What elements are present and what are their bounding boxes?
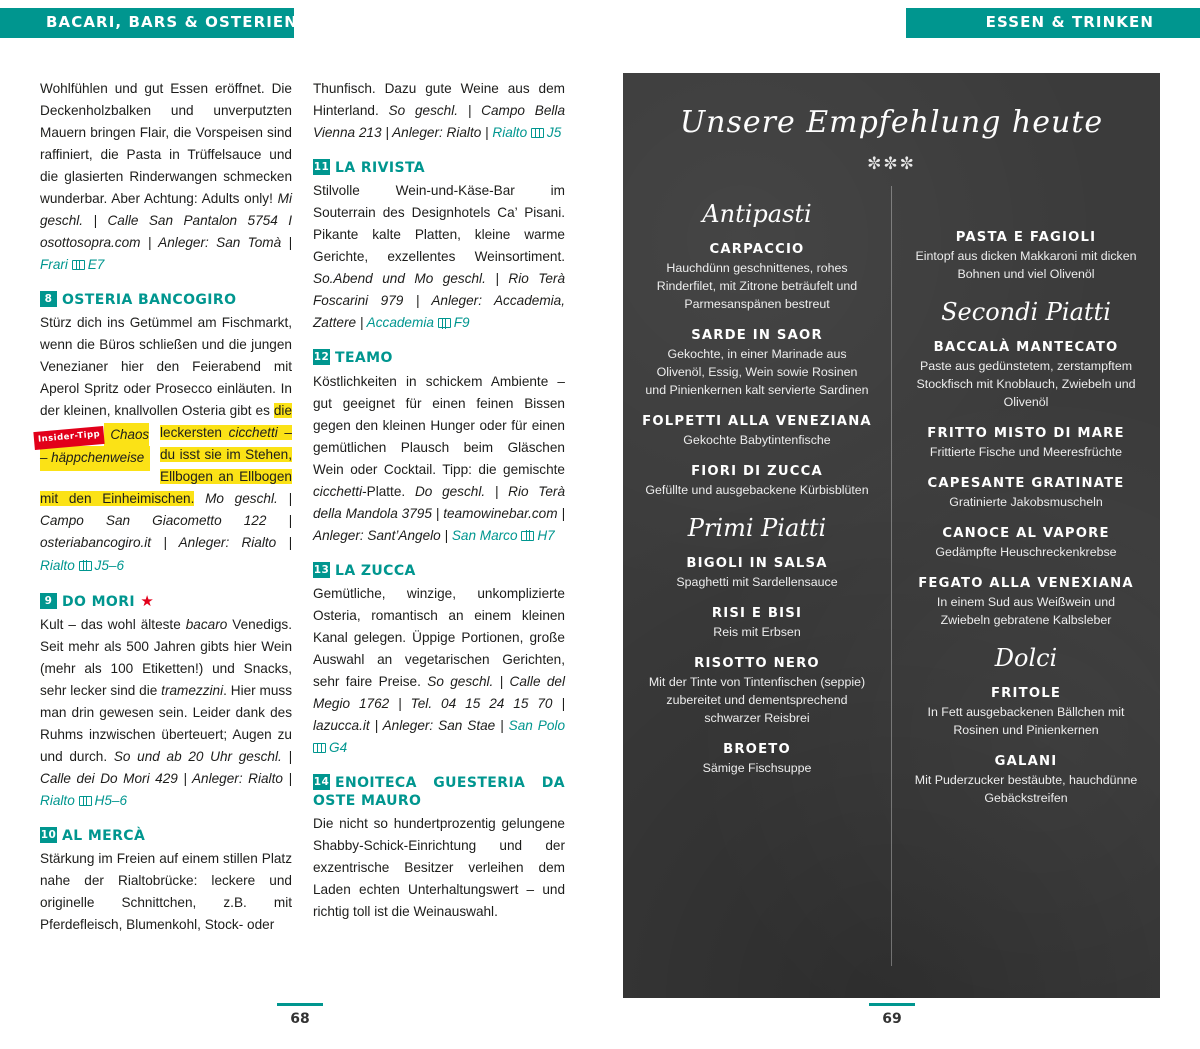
dish-description: Eintopf aus dicken Makkaroni mit dicken Bohnen und viel Olivenöl [915, 249, 1137, 281]
entry-text-a: Stilvolle Wein-und-Käse-Bar im Souterrain des Designhotels Ca’ Pisani. Pikante kalte Platten, kleine warme Gerichte, exzellentes Weinsortiment. [313, 183, 565, 265]
entry-heading-enoiteca [313, 774, 565, 810]
map-ref [531, 125, 561, 140]
insider-tip [37, 424, 152, 469]
ornament-icon: ✼✼✼ [867, 154, 916, 173]
star-icon: ★ [140, 591, 155, 610]
section-title-antipasti: Antipasti [702, 200, 812, 228]
entry-number: 9 [40, 593, 57, 609]
map-ref-label: G4 [329, 739, 348, 755]
entry-text-b-italic: tramezzini [161, 683, 224, 699]
entry-title: TEAMO [335, 350, 393, 367]
entry-number: 12 [313, 351, 330, 364]
menu-item [908, 426, 1144, 462]
dish-description: Mit der Tinte von Tintenfischen (seppie) zubereitet und dementsprechend schwarzer Reisbrei [648, 674, 866, 725]
map-ref [79, 793, 128, 808]
entry-link[interactable]: Rialto [40, 793, 75, 809]
insider-tip-badge: Insider-Tipp [33, 426, 105, 450]
entry-link[interactable]: San Polo [508, 717, 566, 733]
text-column-1 [37, 78, 293, 936]
dish-description: Spaghetti mit Sardellensauce [676, 574, 838, 589]
menu-item [908, 340, 1144, 412]
page-number-left: 68 [270, 1003, 330, 1027]
entry-text-a-italic: cicchetti [313, 483, 363, 499]
dish-name: BIGOLI IN SALSA [686, 555, 828, 571]
menu-column-left [623, 186, 892, 966]
dish-name: RISOTTO NERO [694, 655, 820, 671]
entry-title: LA RIVISTA [335, 160, 426, 177]
map-ref-label: H5–6 [94, 793, 128, 809]
map-icon [438, 318, 451, 328]
entry-title: DO MORI [62, 593, 136, 610]
section-title-primi-piatti: Primi Piatti [687, 513, 827, 542]
menu-item [908, 576, 1144, 630]
entry-text-b: Venedigs. Seit mehr als 500 Jahren gibts hier Wein (mehr als 100 Etiketten!) und Snacks, sehr lecker sind die [40, 617, 292, 699]
entry-number: 13 [313, 563, 330, 576]
entry-heading-larivista [313, 159, 565, 177]
highlight-b: – du isst sie im Stehen, Ellbogen an Ellbogen mit den Einheimischen. [40, 425, 292, 507]
map-ref-label: F9 [453, 315, 470, 331]
map-ref-label: J5–6 [94, 557, 125, 573]
entry-text-a: Gemütliche, winzige, unkomplizierte Osteria, romantisch an einem kleinen Kanal gelegen. Üppige Portionen, große Auswahl an vegetarischen Gerichten, sehr faire Preise. [313, 585, 565, 689]
dish-name: CANOCE AL VAPORE [942, 525, 1110, 541]
entry-body-bancogiro [37, 312, 292, 576]
dish-description: Sämige Fischsuppe [702, 760, 812, 775]
entry-heading-domori [40, 592, 292, 612]
entry-body-larivista [313, 180, 565, 334]
entry-link[interactable]: Accademia [366, 315, 434, 331]
entry-body-teamo [313, 371, 565, 547]
dish-description: In Fett ausgebackenen Bällchen mit Rosinen und Pinienkernen [927, 704, 1125, 737]
dish-description: In einem Sud aus Weißwein und Zwiebeln gebratene Kalbsleber [936, 594, 1116, 627]
dish-description: Gedämpfte Heuschreckenkrebse [935, 544, 1117, 559]
menu-item [908, 686, 1144, 740]
dish-name: FRITOLE [990, 685, 1062, 701]
highlight-a: die leckersten [160, 403, 292, 441]
entry-text-a: Kult – das wohl älteste [40, 617, 186, 633]
entry-number: 11 [313, 161, 330, 174]
menu-item [908, 754, 1144, 808]
dish-name: FIORI DI ZUCCA [691, 463, 823, 479]
dish-name: PASTA E FAGIOLI [955, 230, 1097, 245]
entry-text-a: Köstlichkeiten in schickem Ambiente – gut geeignet für einen feinen Bissen gegen den kleinen Hunger oder für einen gemütlichen Plausch beim Gläschen Wein oder Cocktail. Tipp: die gemischte [313, 373, 565, 477]
menu-title: Unsere Empfehlung heute [679, 105, 1104, 140]
dish-name: BROETO [723, 741, 791, 757]
dish-name: RISI E BISI [711, 605, 803, 621]
entry-body-domori [40, 614, 292, 812]
menu-item [639, 606, 875, 642]
entry-heading-almerca [40, 827, 292, 845]
header-right-title: ESSEN & TRINKEN [985, 13, 1154, 31]
header-right-accent-bar [906, 8, 915, 38]
continuation-paragraph [313, 78, 565, 144]
dish-description: Hauchdünn geschnittenes, rohes Rinderfilet, mit Zitrone beträufelt und Parmesanspänen bestreut [656, 261, 858, 311]
entry-title: OSTERIA BANCOGIRO [62, 292, 237, 309]
entry-link[interactable]: San Marco [451, 527, 518, 543]
map-icon [531, 128, 544, 138]
menu-item [908, 526, 1144, 562]
entry-text-c-italic: Do geschl. | Rio Terà della Mandola 3795 | teamowinebar.com | Anleger: Sant’Angelo | [313, 483, 566, 543]
dish-name: BACCALÀ MANTECATO [933, 339, 1119, 355]
menu-item [908, 230, 1144, 284]
entry-title: LA ZUCCA [335, 562, 416, 579]
entry-title: ENOITECA GUESTERIA DA OSTE MAURO [313, 774, 565, 810]
map-ref [313, 740, 347, 755]
section-title-dolci: Dolci [994, 643, 1058, 672]
menu-column-right [892, 186, 1160, 966]
entry-text-b: -Platte. [362, 483, 415, 499]
dish-description: Gekochte, in einer Marinade aus Olivenöl, Essig, Wein sowie Rosinen und Pinienkernen kalt servierte Sardinen [645, 346, 869, 397]
entry-text-a-italic: bacaro [185, 617, 228, 633]
menu-chalkboard [623, 73, 1160, 998]
map-icon [72, 260, 85, 270]
intro-italic: Mi geschl. | Calle San Pantalon 5754 I osottosopra.com | Anleger: San Tomà | [40, 191, 292, 251]
entry-body-lazucca [313, 583, 565, 759]
intro-text: Wohlfühlen und gut Essen eröffnet. Die Deckenholzbalken und unverputzten Mauern bringen Flair, die Vorspeisen sind raffiniert, die Pasta in Trüffelsauce und die glasierten Rinderwangen schmecken wunderbar. Aber Achtung: Adults only! [40, 81, 292, 207]
map-ref-label: H7 [537, 527, 555, 543]
insider-tip-text: Chaos – häppchenweise [40, 423, 150, 471]
section-title-secondi-piatti: Secondi Piatti [941, 297, 1111, 326]
continuation-text: Thunfisch. Dazu gute Weine aus dem Hinterland. [313, 81, 565, 119]
entry-heading-lazucca [313, 562, 565, 580]
dish-name: FEGATO ALLA VENEXIANA [918, 575, 1134, 591]
dish-name: CARPACCIO [709, 242, 805, 257]
entry-text-b-italic: So.Abend und Mo geschl. | Rio Terà Foscarini 979 | Anleger: Accademia, Zattere | [313, 271, 565, 331]
entry-link[interactable]: Rialto [40, 557, 75, 573]
entry-body-almerca: Stärkung im Freien auf einem stillen Platz nahe der Rialtobrücke: leckere und originelle Schnittchen, z.B. mit Pferdefleisch, Blumenkohl, Stock- oder [40, 851, 292, 933]
dish-description: Gratinierte Jakobsmuscheln [949, 494, 1103, 509]
header-left-title: BACARI, BARS & OSTERIEN [46, 13, 298, 31]
dish-description: Gekochte Babytintenfische [683, 432, 831, 447]
map-ref [72, 257, 105, 272]
map-ref [521, 528, 554, 543]
entry-body-enoiteca: Die nicht so hundertprozentig gelungene Shabby-Schick-Einrichtung und der exzentrische Besitzer verleihen dem Laden echten Unterhaltungswert – und richtig toll ist die Weinauswahl. [313, 816, 565, 920]
menu-item [639, 556, 875, 592]
continuation-italic: So geschl. | Campo Bella Vienna 213 | Anleger: Rialto | [313, 103, 566, 141]
dish-description: Frittierte Fische und Meeresfrüchte [929, 444, 1123, 459]
dish-description: Reis mit Erbsen [713, 624, 801, 639]
menu-item [639, 242, 875, 314]
menu-item [908, 476, 1144, 512]
map-icon [79, 561, 92, 571]
continuation-link[interactable]: Rialto [492, 125, 528, 141]
entry-title: AL MERCÀ [62, 828, 146, 845]
dish-description: Mit Puderzucker bestäubte, hauchdünne Gebäckstreifen [914, 772, 1138, 805]
highlight-a-italic: cicchetti [228, 425, 278, 441]
menu-item [639, 328, 875, 400]
menu-item [639, 742, 875, 778]
map-ref-label: J5 [546, 125, 562, 141]
dish-name: CAPESANTE GRATINATE [927, 475, 1125, 491]
entry-number: 10 [40, 829, 57, 842]
dish-name: SARDE IN SAOR [691, 327, 823, 343]
entry-heading-bancogiro [40, 291, 292, 309]
entry-text-d-italic: So und ab 20 Uhr geschl. | Calle dei Do Mori 429 | Anleger: Rialto | [40, 749, 293, 787]
map-ref [438, 315, 470, 330]
intro-link[interactable]: Frari [40, 257, 68, 273]
map-icon [79, 796, 92, 806]
menu-item [639, 414, 875, 450]
menu-item [639, 656, 875, 728]
entry-text-c: . Hier muss man drin gewesen sein. Leider dank des Ruhms inzwischen überteuert; Augen zu und durch. [40, 683, 292, 765]
dish-name: GALANI [994, 753, 1058, 769]
text-column-2 [313, 78, 565, 923]
dish-description: Gefüllte und ausgebackene Kürbisblüten [645, 482, 869, 497]
map-ref-label: E7 [87, 257, 105, 273]
menu-item [639, 464, 875, 500]
entry-text-b: Mo geschl. | Campo San Giacometto 122 | osteriabancogiro.it | Anleger: Rialto | [40, 491, 292, 551]
map-icon [521, 531, 534, 541]
dish-name: FRITTO MISTO DI MARE [927, 425, 1125, 441]
intro-paragraph [40, 78, 292, 276]
dish-name: FOLPETTI ALLA VENEZIANA [642, 413, 872, 429]
entry-number: 8 [40, 291, 57, 307]
page-number-right: 69 [862, 1003, 922, 1027]
entry-heading-teamo [313, 349, 565, 367]
entry-text-b-italic: So geschl. | Calle del Megio 1762 | Tel. 04 15 24 15 70 | lazucca.it | Anleger: San Stae | [313, 673, 565, 733]
map-ref [79, 558, 124, 573]
entry-text-a: Stürz dich ins Getümmel am Fischmarkt, wenn die Büros schließen und die jungen Venezianer hier den Feierabend mit Aperol Spritz oder Prosecco einläuten. In der kleinen, knallvollen Osteria gibt es [40, 315, 292, 419]
entry-number: 14 [313, 775, 330, 788]
dish-description: Paste aus gedünstetem, zerstampftem Stockfisch mit Knoblauch, Zwiebeln und Olivenöl [916, 358, 1136, 409]
map-icon [313, 743, 326, 753]
menu-columns [623, 186, 1160, 966]
